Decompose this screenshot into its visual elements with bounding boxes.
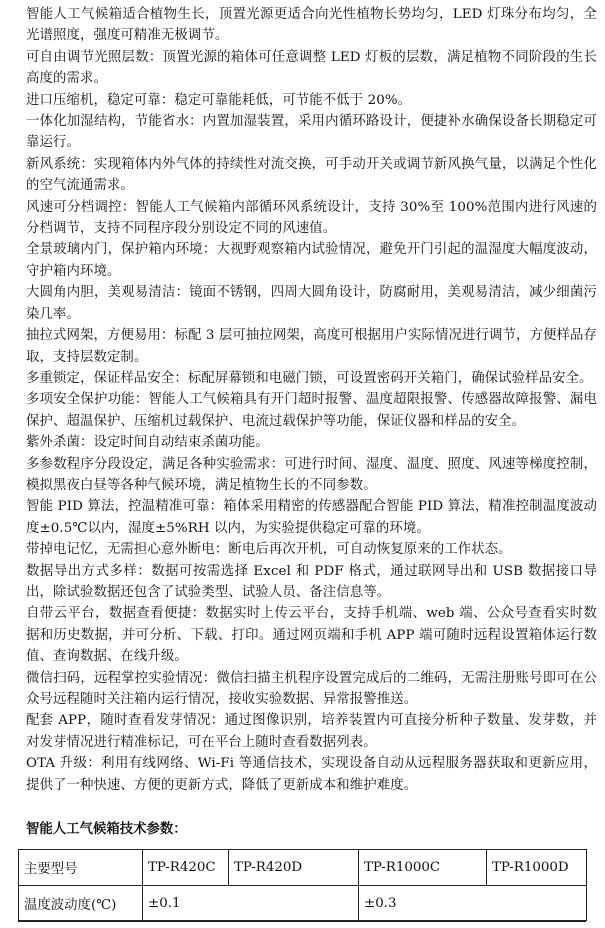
- feature-paragraph: 多项安全保护功能：智能人工气候箱具有开门超时报警、温度超限报警、传感器故障报警、漏电保护、超温保护、压缩机过载保护、电流过载保护等功能，保证仪器和样品的安全。: [26, 392, 597, 429]
- table-cell-model: TP-R420C: [143, 850, 229, 886]
- table-cell-value: ±0.3: [359, 886, 587, 921]
- table-cell-label: 温度波动度(℃): [19, 886, 143, 921]
- spec-table: [18, 849, 587, 921]
- feature-paragraph: 可自由调节光照层数：顶置光源的箱体可任意调整 LED 灯板的层数，满足植物不同阶段的生长高度的需求。: [26, 49, 597, 87]
- feature-paragraph: 进口压缩机，稳定可靠：稳定可靠能耗低，可节能不低于 20%。: [26, 92, 412, 108]
- spec-section-title: 智能人工气候箱技术参数：: [26, 821, 187, 838]
- table-row: [19, 850, 587, 886]
- feature-paragraph: 全景玻璃内门，保护箱内环境：大视野观察箱内试验情况，避免开门引起的温湿度大幅度波动，守护箱内环境。: [26, 242, 597, 279]
- table-bottom-rule: [18, 921, 586, 922]
- table-cell-label: 主要型号: [19, 850, 143, 886]
- feature-paragraph: 紫外杀菌：设定时间自动结束杀菌功能。: [26, 435, 269, 451]
- feature-paragraph: 自带云平台，数据查看便捷：数据实时上传云平台，支持手机端、web 端、公众号查看实时数据和历史数据，并可分析、下载、打印。通过网页端和手机 APP 端可随时远程设置箱体运行数值、查询数据、在线升级。: [26, 606, 597, 665]
- feature-paragraph: 大圆角内胆，美观易清洁：镜面不锈钢，四周大圆角设计，防腐耐用，美观易清洁，减少细菌污染几率。: [26, 285, 597, 322]
- table-cell-model: TP-R1000C: [359, 850, 487, 886]
- table-cell-model: TP-R420D: [229, 850, 359, 886]
- feature-paragraph: 数据导出方式多样：数据可按需选择 Excel 和 PDF 格式，通过联网导出和 USB 数据接口导出，除试验数据还包含了试验类型、试验人员、备注信息等。: [26, 563, 597, 600]
- feature-paragraph: OTA 升级：利用有线网络、Wi-Fi 等通信技术，实现设备自动从远程服务器获取和更新应用，提供了一种快速、方便的更新方式，降低了更新成本和维护难度。: [26, 756, 597, 793]
- feature-paragraph: 带掉电记忆，无需担心意外断电：断电后再次开机，可自动恢复原来的工作状态。: [26, 542, 512, 558]
- feature-paragraph: 抽拉式网架，方便易用：标配 3 层可抽拉网架，高度可根据用户实际情况进行调节，方便样品存取，支持层数定制。: [26, 328, 597, 365]
- feature-paragraph: 新风系统：实现箱体内外气体的持续性对流交换，可手动开关或调节新风换气量，以满足个性化的空气流通需求。: [26, 156, 597, 194]
- table-row: [19, 886, 587, 921]
- feature-paragraph: 多重锁定，保证样品安全：标配屏幕锁和电磁门锁，可设置密码开关箱门，确保试验样品安全。: [26, 370, 593, 386]
- feature-paragraph: 一体化加湿结构，节能省水：内置加湿装置，采用内循环路设计，便捷补水确保设备长期稳定可靠运行。: [26, 114, 597, 151]
- feature-paragraph: 风速可分档调控：智能人工气候箱内部循环风系统设计，支持 30%至 100%范围内进行风速的分档调节，支持不同程序段分别设定不同的风速值。: [26, 199, 597, 237]
- feature-paragraph: 多参数程序分段设定，满足各种实验需求：可进行时间、湿度、温度、照度、风速等梯度控制，模拟黑夜白昼等各种气候环境，满足植物生长的不同参数。: [26, 456, 597, 493]
- table-cell-value: ±0.1: [143, 886, 359, 921]
- table-cell-model: TP-R1000D: [487, 850, 587, 886]
- feature-paragraph: 配套 APP，随时查看发芽情况：通过图像识别，培养装置内可直接分析种子数量、发芽数，并对发芽情况进行精准标记，可在平台上随时查看数据列表。: [26, 713, 597, 750]
- feature-paragraph: 微信扫码，远程掌控实验情况：微信扫描主机程序设置完成后的二维码，无需注册账号即可在公众号远程随时关注箱内运行情况，接收实验数据、异常报警推送。: [26, 670, 597, 707]
- feature-paragraph: 智能人工气候箱适合植物生长，顶置光源更适合向光性植物长势均匀，LED 灯珠分布均匀，全光谱照度，强度可精准无极调节。: [26, 7, 597, 44]
- feature-paragraph: 智能 PID 算法，控温精准可靠：箱体采用精密的传感器配合智能 PID 算法，精准控制温度波动度±0.5℃以内，湿度±5%RH 以内，为实验提供稳定可靠的环境。: [26, 499, 597, 536]
